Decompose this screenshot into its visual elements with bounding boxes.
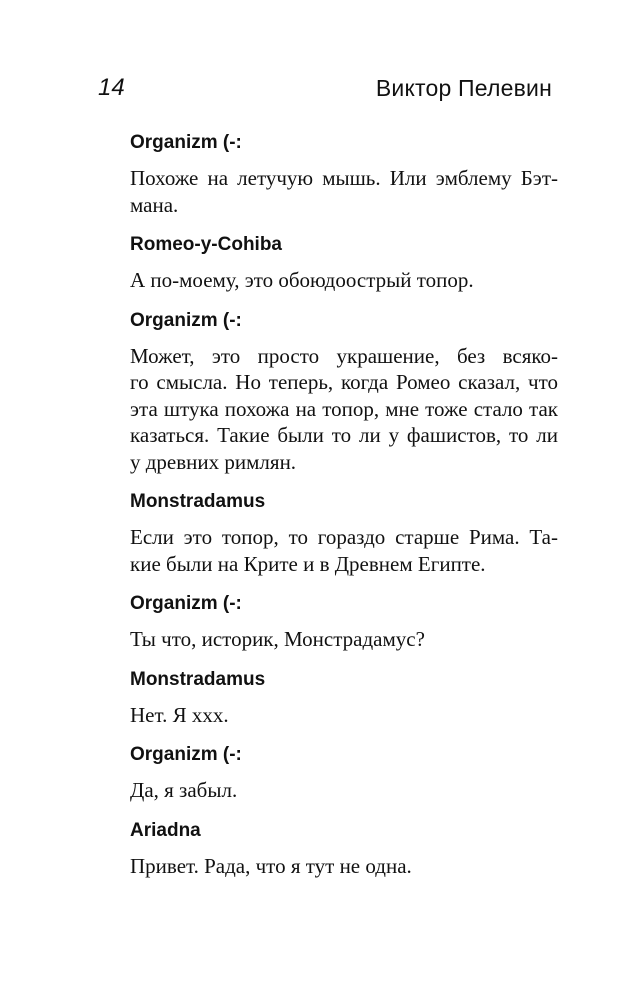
running-head: Виктор Пелевин: [375, 75, 552, 101]
message-line: у древних римлян.: [130, 449, 297, 474]
message-line: го смысла. Но теперь, когда Ромео сказал, что: [130, 370, 558, 394]
chat-entry: [130, 489, 558, 577]
speaker-name: Romeo-y-Cohiba: [130, 234, 282, 255]
message-line: казаться. Такие были то ли у фашистов, то ли: [130, 423, 558, 447]
chat-entry: [130, 742, 558, 804]
message-text: [130, 165, 558, 218]
message-line: Да, я забыл.: [130, 778, 238, 802]
message-line: Похоже на летучую мышь. Или эмблему Бэт-: [130, 166, 558, 190]
speaker-name: Organizm (-:: [130, 744, 242, 765]
message-line: Нет. Я ххх.: [130, 702, 229, 727]
chat-entry: [130, 130, 558, 218]
message-text: [130, 524, 558, 577]
message-line: эта штука похожа на топор, мне тоже стало так: [130, 396, 558, 421]
message-line: А по-моему, это обоюдоострый топор.: [130, 268, 474, 292]
message-text: [130, 267, 558, 294]
speaker-name: Ariadna: [130, 819, 201, 841]
chat-entry: [130, 232, 558, 294]
page-number: 14: [98, 74, 125, 101]
message-text: [130, 853, 558, 880]
speaker-name: Organizm (-:: [130, 132, 242, 153]
message-text: [130, 777, 558, 804]
message-line: кие были на Крите и в Древнем Египте.: [130, 551, 486, 576]
message-line: мана.: [130, 192, 179, 217]
chat-entry: [130, 591, 558, 653]
chat-entry: [130, 308, 558, 476]
speaker-name: Monstradamus: [130, 668, 266, 690]
chat-entry: [130, 667, 558, 729]
message-line: Если это топор, то гораздо старше Рима. Та-: [130, 525, 558, 549]
message-line: Привет. Рада, что я тут не одна.: [130, 853, 412, 878]
chat-transcript: [130, 130, 558, 893]
message-text: [130, 702, 558, 729]
speaker-name: Monstradamus: [130, 491, 266, 512]
chat-entry: [130, 818, 558, 880]
message-text: [130, 626, 558, 653]
message-line: Может, это просто украшение, без всяко-: [130, 343, 558, 368]
speaker-name: Organizm (-:: [130, 309, 242, 331]
message-text: [130, 343, 558, 476]
speaker-name: Organizm (-:: [130, 593, 242, 614]
message-line: Ты что, историк, Монстрадамус?: [130, 627, 425, 651]
